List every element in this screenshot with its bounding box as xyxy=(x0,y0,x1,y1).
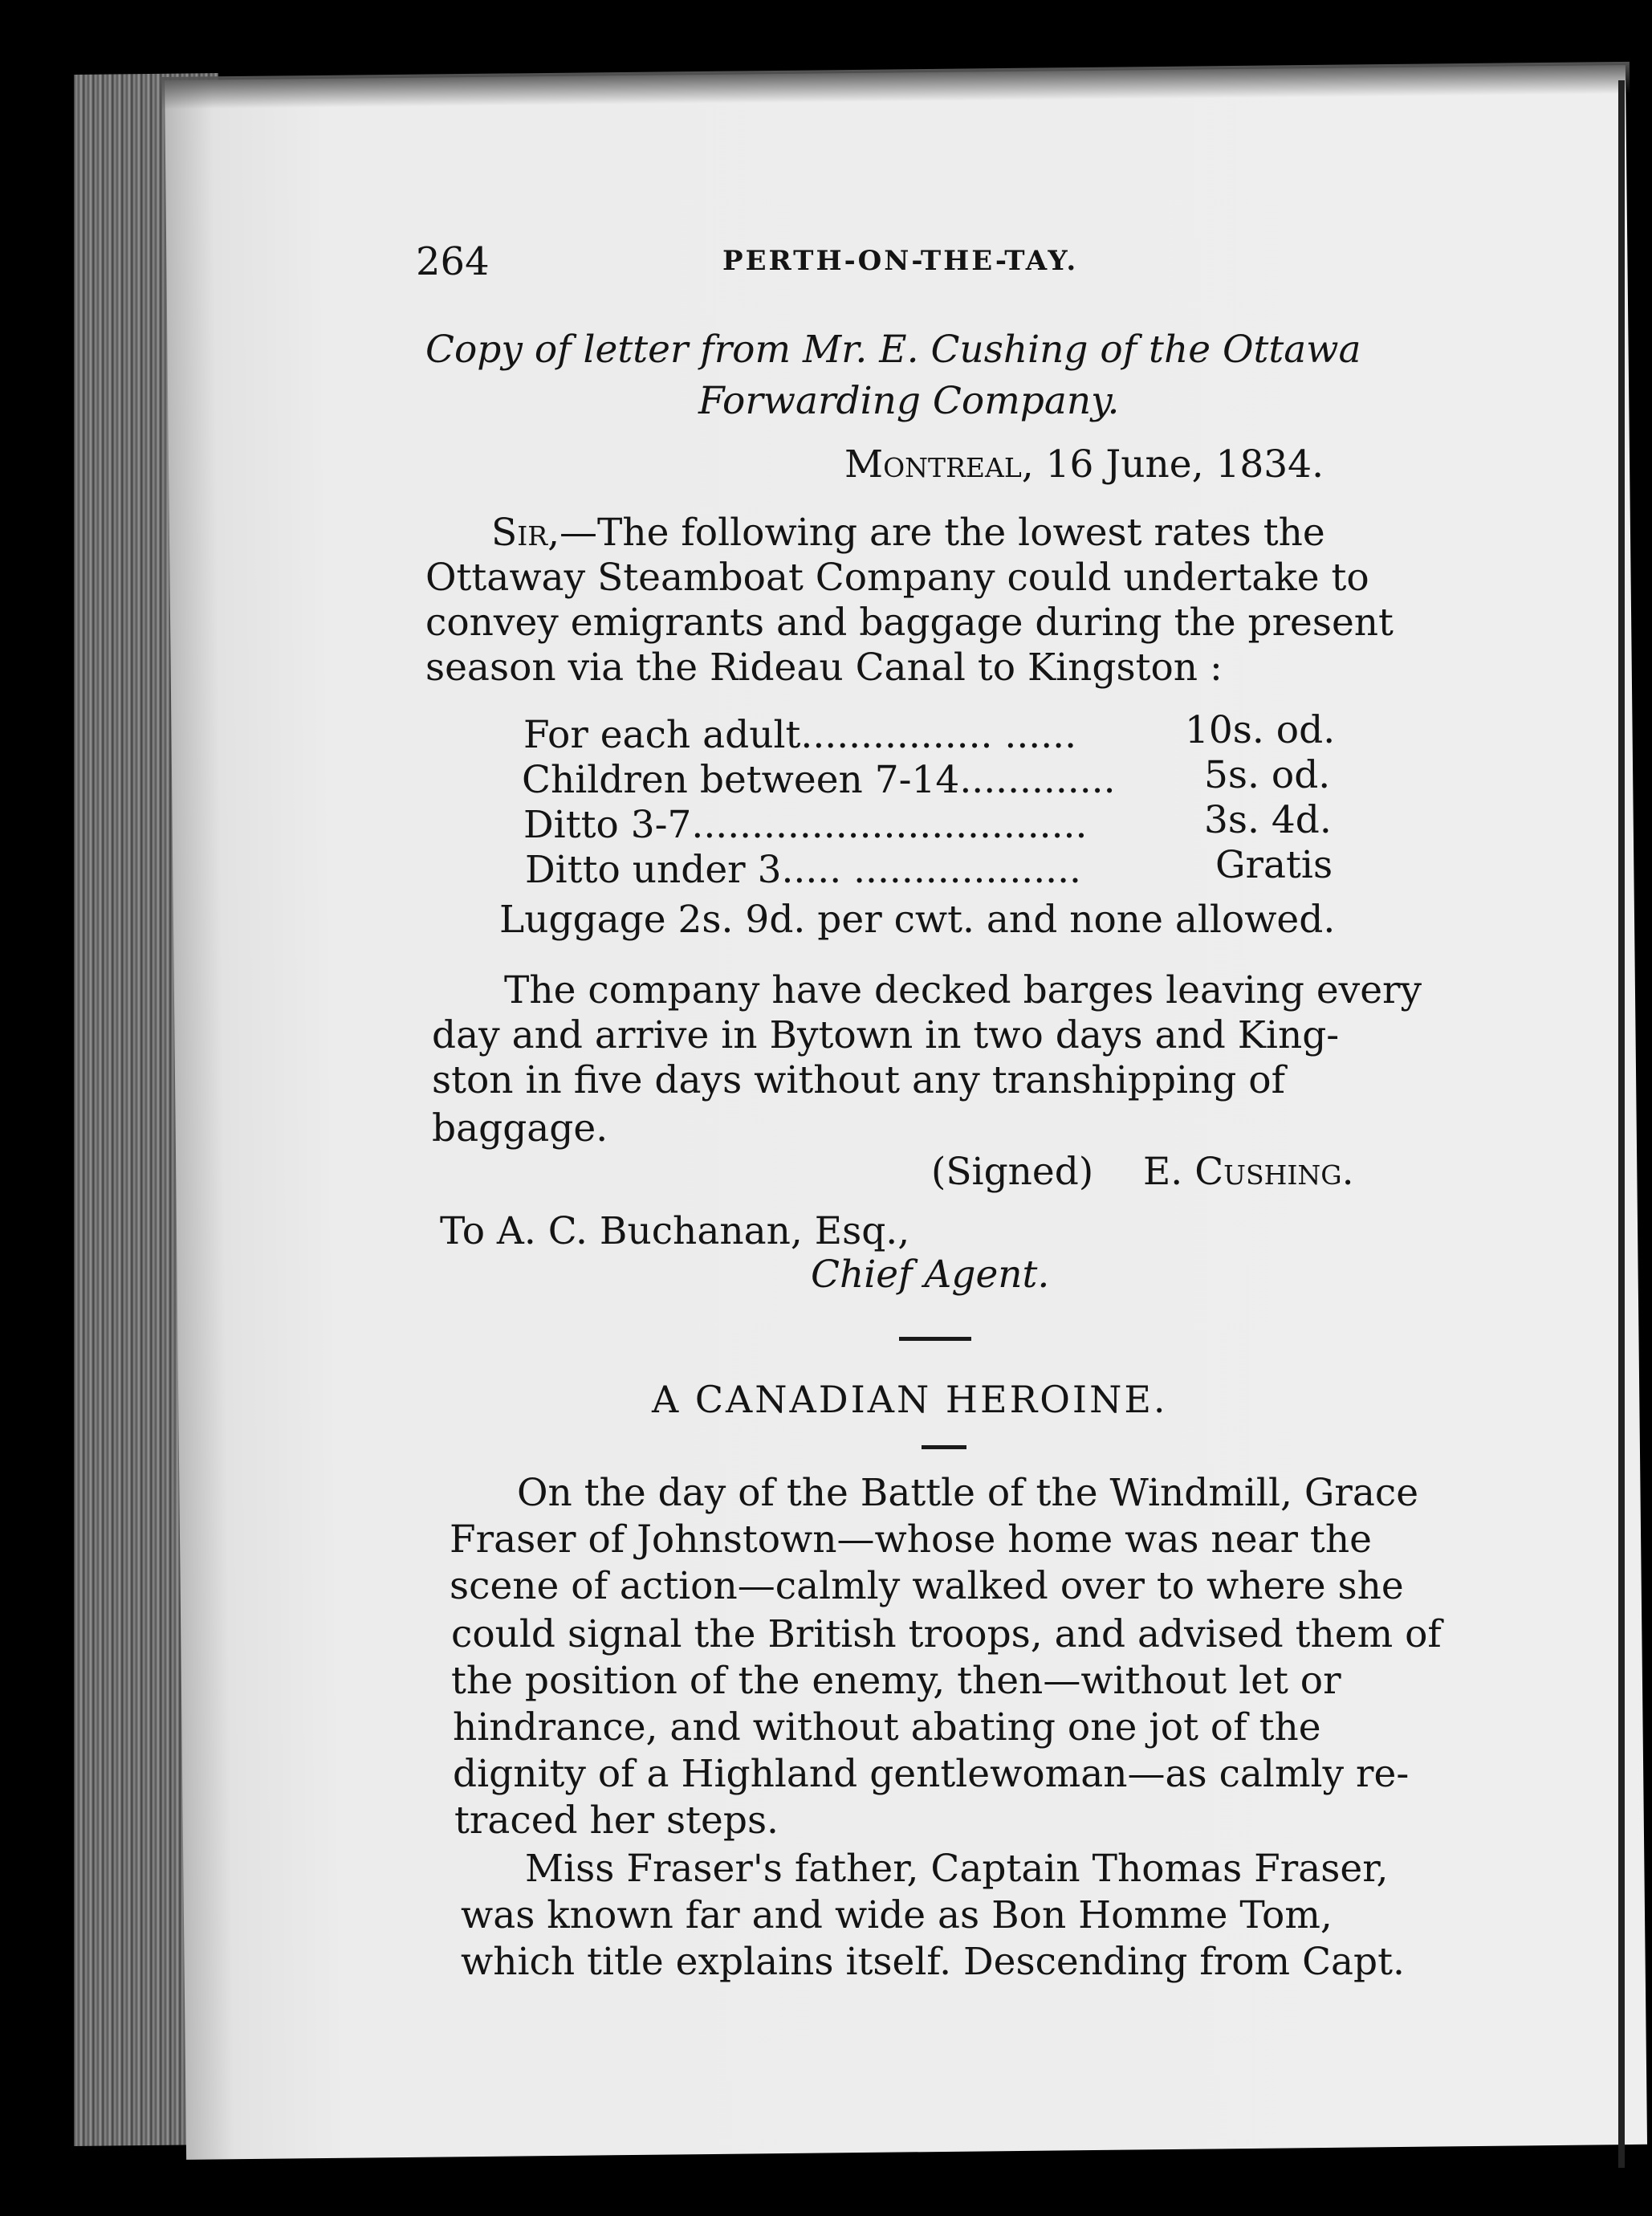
section-para-2-line: Miss Fraser's father, Captain Thomas Fraser, xyxy=(525,1847,1389,1891)
luggage-line: Luggage 2s. 9d. per cwt. and none allowed. xyxy=(499,898,1336,942)
letter-para-2-line-4: baggage. xyxy=(432,1106,608,1151)
page-number: 264 xyxy=(416,239,490,284)
rate-label: Ditto 3-7................................. xyxy=(523,803,1088,847)
rate-value: 5s. od. xyxy=(1204,753,1331,797)
letter-date: 16 June, 1834. xyxy=(1045,442,1324,487)
letter-heading-line-1: Copy of letter from Mr. E. Cushing of the Ottawa xyxy=(425,328,1361,372)
section-para-1-line: Fraser of Johnstown—whose home was near the xyxy=(450,1517,1372,1562)
section-para-2-line: which title explains itself. Descending from Capt. xyxy=(461,1940,1405,1984)
running-title: PERTH-ON-THE-TAY. xyxy=(722,245,1079,277)
letter-salutation: Sir, xyxy=(491,511,560,555)
page-right-edge xyxy=(1618,80,1625,2168)
section-rule-bottom xyxy=(922,1445,966,1449)
letter-heading-line-2: Forwarding Company. xyxy=(698,379,1120,423)
rate-label: Ditto under 3..... ................... xyxy=(525,848,1081,892)
addressee: To A. C. Buchanan, Esq., xyxy=(440,1209,910,1253)
section-para-2-line: was known far and wide as Bon Homme Tom, xyxy=(461,1893,1333,1937)
letter-body-line-4: season via the Rideau Canal to Kingston : xyxy=(425,646,1223,690)
rate-value: Gratis xyxy=(1215,843,1333,887)
signed-label: (Signed) xyxy=(931,1150,1094,1194)
signatory-name: E. Cushing. xyxy=(1143,1150,1354,1194)
rate-value: 3s. 4d. xyxy=(1204,798,1332,842)
section-para-1-line: hindrance, and without abating one jot of the xyxy=(453,1705,1321,1750)
section-rule-top xyxy=(899,1337,971,1341)
letter-body-line-1-rest: —The following are the lowest rates the xyxy=(559,511,1325,555)
letter-body-line-1 xyxy=(491,511,1325,555)
letter-para-2-line-1: The company have decked barges leaving every xyxy=(504,968,1422,1012)
rate-label: For each adult................ ...... xyxy=(523,713,1077,757)
letter-body-line-3: convey emigrants and baggage during the present xyxy=(425,601,1394,645)
rate-label: Children between 7-14............. xyxy=(522,758,1116,802)
section-para-1-line: could signal the British troops, and advised them of xyxy=(451,1612,1442,1656)
section-para-1-line: dignity of a Highland gentlewoman—as calmly re- xyxy=(453,1752,1410,1796)
letter-place: Montreal, xyxy=(844,442,1034,487)
letter-para-2-line-3: ston in five days without any transhipping of xyxy=(432,1058,1285,1102)
rate-value: 10s. od. xyxy=(1185,708,1336,752)
addressee-title: Chief Agent. xyxy=(811,1253,1050,1297)
section-para-1-line: traced her steps. xyxy=(454,1798,779,1843)
section-para-1-line: On the day of the Battle of the Windmill, Grace xyxy=(517,1471,1419,1515)
section-para-1-line: scene of action—calmly walked over to where she xyxy=(450,1564,1404,1608)
section-title: A CANADIAN HEROINE. xyxy=(652,1378,1168,1421)
section-para-1-line: the position of the enemy, then—without let or xyxy=(451,1659,1341,1703)
letter-para-2-line-2: day and arrive in Bytown in two days and King- xyxy=(432,1013,1340,1057)
letter-body-line-2: Ottaway Steamboat Company could undertake to xyxy=(425,556,1369,600)
letter-dateline xyxy=(844,442,1324,487)
